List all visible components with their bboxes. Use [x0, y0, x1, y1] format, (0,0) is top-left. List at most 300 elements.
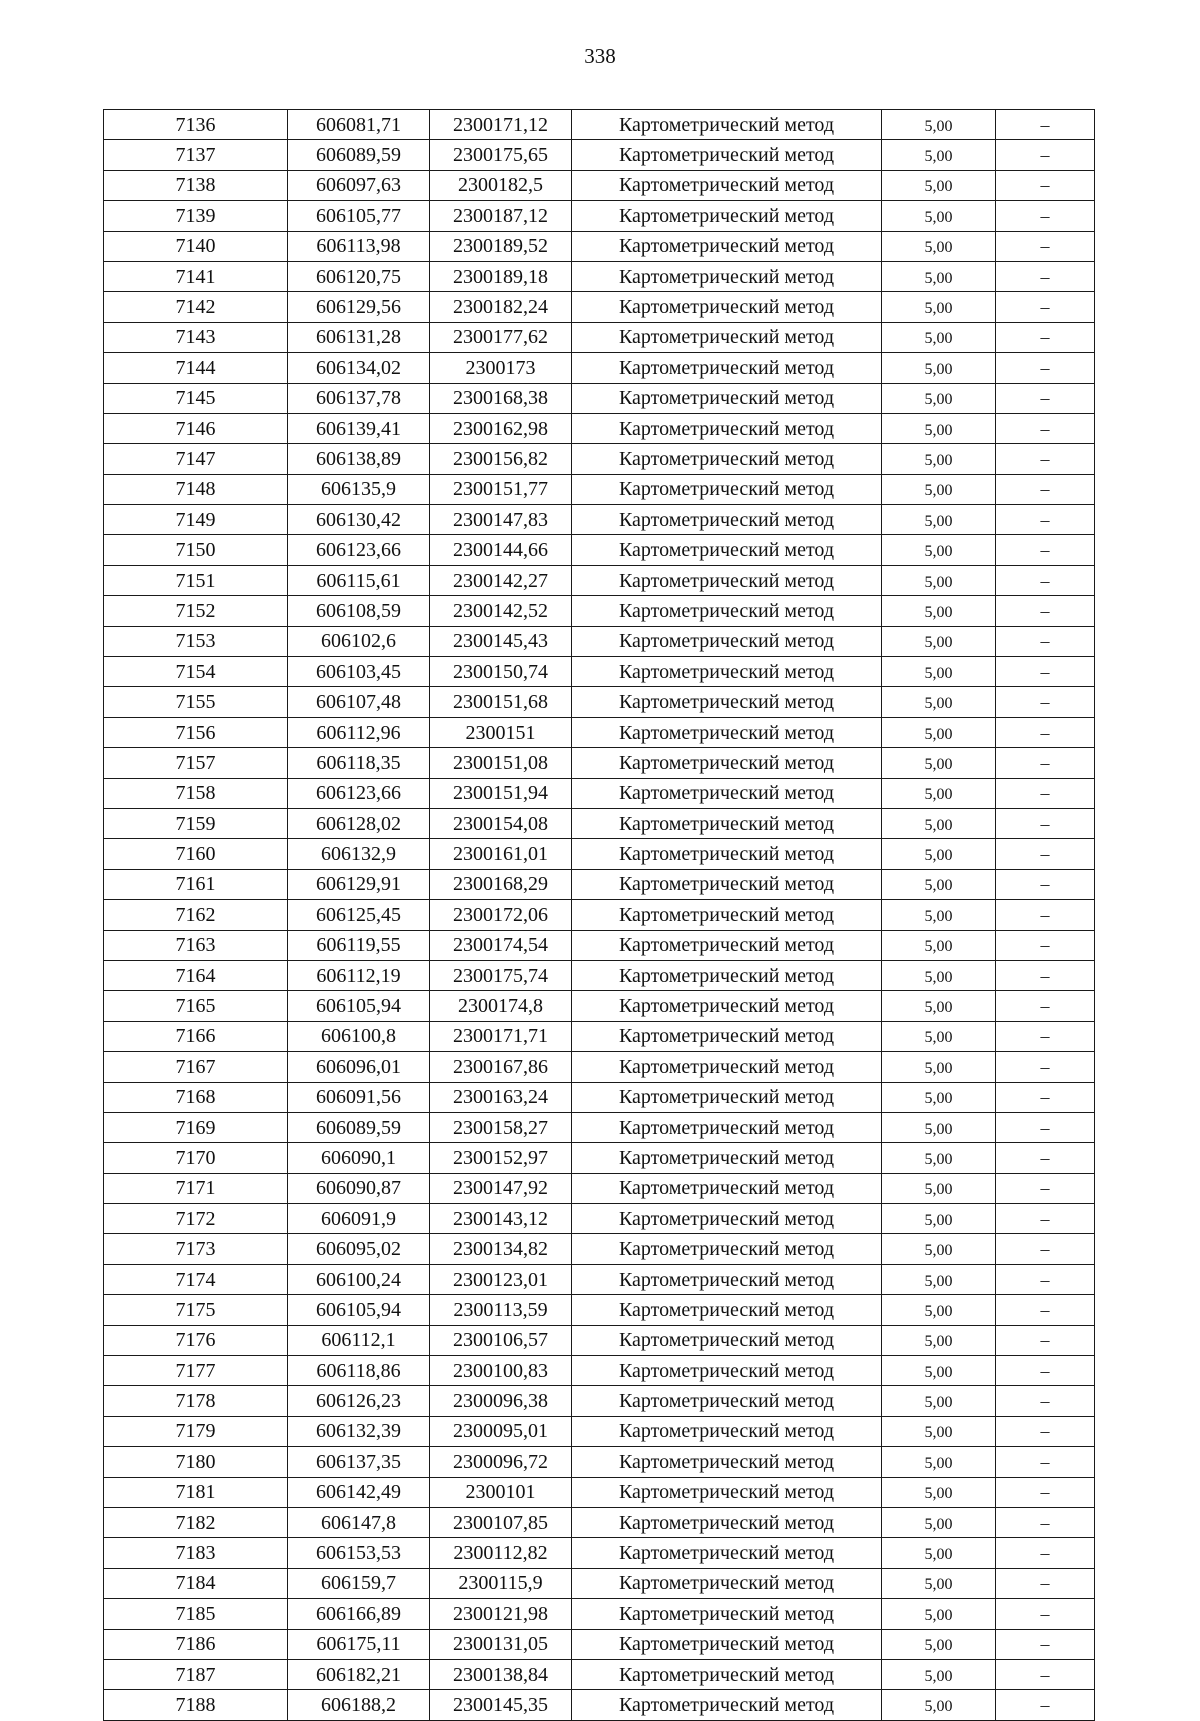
y-coordinate-cell: 2300158,27 [430, 1112, 572, 1142]
x-coordinate-cell: 606105,94 [288, 991, 430, 1021]
y-coordinate-cell: 2300101 [430, 1477, 572, 1507]
x-coordinate-cell: 606119,55 [288, 930, 430, 960]
x-coordinate-cell: 606166,89 [288, 1599, 430, 1629]
method-cell: Картометрический метод [572, 1143, 882, 1173]
y-coordinate-cell: 2300182,5 [430, 170, 572, 200]
point-number-cell: 7184 [104, 1568, 288, 1598]
y-coordinate-cell: 2300143,12 [430, 1204, 572, 1234]
table-row [104, 1659, 1095, 1689]
table-row [104, 474, 1095, 504]
note-cell: – [996, 960, 1095, 990]
table-row [104, 1112, 1095, 1142]
page-number: 338 [584, 44, 616, 68]
point-number-cell: 7180 [104, 1447, 288, 1477]
method-cell: Картометрический метод [572, 869, 882, 899]
y-coordinate-cell: 2300142,27 [430, 565, 572, 595]
x-coordinate-cell: 606142,49 [288, 1477, 430, 1507]
accuracy-cell: 5,00 [882, 1082, 996, 1112]
note-cell: – [996, 140, 1095, 170]
table-row [104, 170, 1095, 200]
point-number-cell: 7177 [104, 1356, 288, 1386]
accuracy-cell: 5,00 [882, 140, 996, 170]
y-coordinate-cell: 2300147,83 [430, 505, 572, 535]
y-coordinate-cell: 2300100,83 [430, 1356, 572, 1386]
point-number-cell: 7181 [104, 1477, 288, 1507]
method-cell: Картометрический метод [572, 292, 882, 322]
x-coordinate-cell: 606100,24 [288, 1264, 430, 1294]
table-row [104, 201, 1095, 231]
x-coordinate-cell: 606139,41 [288, 413, 430, 443]
point-number-cell: 7182 [104, 1507, 288, 1537]
note-cell: – [996, 231, 1095, 261]
table-row [104, 353, 1095, 383]
y-coordinate-cell: 2300173 [430, 353, 572, 383]
point-number-cell: 7178 [104, 1386, 288, 1416]
x-coordinate-cell: 606182,21 [288, 1659, 430, 1689]
accuracy-cell: 5,00 [882, 322, 996, 352]
y-coordinate-cell: 2300189,18 [430, 261, 572, 291]
x-coordinate-cell: 606129,91 [288, 869, 430, 899]
point-number-cell: 7155 [104, 687, 288, 717]
accuracy-cell: 5,00 [882, 1356, 996, 1386]
accuracy-cell: 5,00 [882, 565, 996, 595]
method-cell: Картометрический метод [572, 778, 882, 808]
note-cell: – [996, 1021, 1095, 1051]
method-cell: Картометрический метод [572, 261, 882, 291]
method-cell: Картометрический метод [572, 110, 882, 140]
x-coordinate-cell: 606131,28 [288, 322, 430, 352]
table-row [104, 1264, 1095, 1294]
y-coordinate-cell: 2300145,35 [430, 1690, 572, 1720]
point-number-cell: 7164 [104, 960, 288, 990]
method-cell: Картометрический метод [572, 717, 882, 747]
table-row [104, 322, 1095, 352]
table-row [104, 778, 1095, 808]
note-cell: – [996, 1356, 1095, 1386]
x-coordinate-cell: 606137,35 [288, 1447, 430, 1477]
note-cell: – [996, 1173, 1095, 1203]
x-coordinate-cell: 606153,53 [288, 1538, 430, 1568]
y-coordinate-cell: 2300171,12 [430, 110, 572, 140]
accuracy-cell: 5,00 [882, 201, 996, 231]
table-row [104, 1143, 1095, 1173]
note-cell: – [996, 1416, 1095, 1446]
table-row [104, 1629, 1095, 1659]
note-cell: – [996, 565, 1095, 595]
table-row [104, 626, 1095, 656]
method-cell: Картометрический метод [572, 1477, 882, 1507]
x-coordinate-cell: 606115,61 [288, 565, 430, 595]
accuracy-cell: 5,00 [882, 170, 996, 200]
point-number-cell: 7148 [104, 474, 288, 504]
note-cell: – [996, 1112, 1095, 1142]
accuracy-cell: 5,00 [882, 748, 996, 778]
note-cell: – [996, 1295, 1095, 1325]
note-cell: – [996, 657, 1095, 687]
x-coordinate-cell: 606129,56 [288, 292, 430, 322]
accuracy-cell: 5,00 [882, 626, 996, 656]
method-cell: Картометрический метод [572, 444, 882, 474]
method-cell: Картометрический метод [572, 505, 882, 535]
point-number-cell: 7188 [104, 1690, 288, 1720]
method-cell: Картометрический метод [572, 1082, 882, 1112]
method-cell: Картометрический метод [572, 1295, 882, 1325]
method-cell: Картометрический метод [572, 535, 882, 565]
method-cell: Картометрический метод [572, 808, 882, 838]
x-coordinate-cell: 606100,8 [288, 1021, 430, 1051]
accuracy-cell: 5,00 [882, 1173, 996, 1203]
table-row [104, 1416, 1095, 1446]
x-coordinate-cell: 606138,89 [288, 444, 430, 474]
accuracy-cell: 5,00 [882, 717, 996, 747]
point-number-cell: 7168 [104, 1082, 288, 1112]
y-coordinate-cell: 2300134,82 [430, 1234, 572, 1264]
accuracy-cell: 5,00 [882, 1538, 996, 1568]
y-coordinate-cell: 2300151,68 [430, 687, 572, 717]
table-row [104, 565, 1095, 595]
accuracy-cell: 5,00 [882, 1052, 996, 1082]
accuracy-cell: 5,00 [882, 960, 996, 990]
note-cell: – [996, 201, 1095, 231]
x-coordinate-cell: 606113,98 [288, 231, 430, 261]
y-coordinate-cell: 2300145,43 [430, 626, 572, 656]
y-coordinate-cell: 2300096,38 [430, 1386, 572, 1416]
method-cell: Картометрический метод [572, 1325, 882, 1355]
accuracy-cell: 5,00 [882, 1599, 996, 1629]
note-cell: – [996, 900, 1095, 930]
y-coordinate-cell: 2300162,98 [430, 413, 572, 443]
point-number-cell: 7143 [104, 322, 288, 352]
accuracy-cell: 5,00 [882, 1447, 996, 1477]
table-row [104, 839, 1095, 869]
table-row [104, 960, 1095, 990]
note-cell: – [996, 930, 1095, 960]
table-row [104, 1568, 1095, 1598]
x-coordinate-cell: 606089,59 [288, 1112, 430, 1142]
point-number-cell: 7167 [104, 1052, 288, 1082]
table-row [104, 413, 1095, 443]
accuracy-cell: 5,00 [882, 413, 996, 443]
table-row [104, 1021, 1095, 1051]
y-coordinate-cell: 2300150,74 [430, 657, 572, 687]
table-row [104, 1356, 1095, 1386]
point-number-cell: 7175 [104, 1295, 288, 1325]
y-coordinate-cell: 2300161,01 [430, 839, 572, 869]
point-number-cell: 7162 [104, 900, 288, 930]
table-row [104, 687, 1095, 717]
x-coordinate-cell: 606132,39 [288, 1416, 430, 1446]
note-cell: – [996, 687, 1095, 717]
y-coordinate-cell: 2300123,01 [430, 1264, 572, 1294]
method-cell: Картометрический метод [572, 748, 882, 778]
table-row [104, 231, 1095, 261]
y-coordinate-cell: 2300147,92 [430, 1173, 572, 1203]
method-cell: Картометрический метод [572, 322, 882, 352]
note-cell: – [996, 1538, 1095, 1568]
method-cell: Картометрический метод [572, 474, 882, 504]
accuracy-cell: 5,00 [882, 1264, 996, 1294]
table-row [104, 1477, 1095, 1507]
accuracy-cell: 5,00 [882, 930, 996, 960]
accuracy-cell: 5,00 [882, 1234, 996, 1264]
point-number-cell: 7187 [104, 1659, 288, 1689]
point-number-cell: 7139 [104, 201, 288, 231]
method-cell: Картометрический метод [572, 1234, 882, 1264]
table-row [104, 110, 1095, 140]
x-coordinate-cell: 606081,71 [288, 110, 430, 140]
note-cell: – [996, 1143, 1095, 1173]
note-cell: – [996, 353, 1095, 383]
accuracy-cell: 5,00 [882, 869, 996, 899]
point-number-cell: 7186 [104, 1629, 288, 1659]
x-coordinate-cell: 606130,42 [288, 505, 430, 535]
method-cell: Картометрический метод [572, 1538, 882, 1568]
note-cell: – [996, 1477, 1095, 1507]
method-cell: Картометрический метод [572, 231, 882, 261]
point-number-cell: 7140 [104, 231, 288, 261]
table-row [104, 869, 1095, 899]
table-row [104, 930, 1095, 960]
method-cell: Картометрический метод [572, 201, 882, 231]
table-row [104, 1507, 1095, 1537]
note-cell: – [996, 1204, 1095, 1234]
method-cell: Картометрический метод [572, 1690, 882, 1720]
table-row [104, 748, 1095, 778]
method-cell: Картометрический метод [572, 170, 882, 200]
y-coordinate-cell: 2300152,97 [430, 1143, 572, 1173]
point-number-cell: 7144 [104, 353, 288, 383]
method-cell: Картометрический метод [572, 1629, 882, 1659]
y-coordinate-cell: 2300112,82 [430, 1538, 572, 1568]
accuracy-cell: 5,00 [882, 474, 996, 504]
accuracy-cell: 5,00 [882, 505, 996, 535]
note-cell: – [996, 839, 1095, 869]
table-row [104, 991, 1095, 1021]
accuracy-cell: 5,00 [882, 991, 996, 1021]
accuracy-cell: 5,00 [882, 110, 996, 140]
note-cell: – [996, 748, 1095, 778]
method-cell: Картометрический метод [572, 1386, 882, 1416]
table-row [104, 1690, 1095, 1720]
x-coordinate-cell: 606175,11 [288, 1629, 430, 1659]
point-number-cell: 7147 [104, 444, 288, 474]
accuracy-cell: 5,00 [882, 839, 996, 869]
accuracy-cell: 5,00 [882, 657, 996, 687]
note-cell: – [996, 383, 1095, 413]
method-cell: Картометрический метод [572, 626, 882, 656]
point-number-cell: 7166 [104, 1021, 288, 1051]
y-coordinate-cell: 2300163,24 [430, 1082, 572, 1112]
note-cell: – [996, 444, 1095, 474]
x-coordinate-cell: 606108,59 [288, 596, 430, 626]
method-cell: Картометрический метод [572, 657, 882, 687]
method-cell: Картометрический метод [572, 1447, 882, 1477]
y-coordinate-cell: 2300189,52 [430, 231, 572, 261]
point-number-cell: 7142 [104, 292, 288, 322]
y-coordinate-cell: 2300168,29 [430, 869, 572, 899]
x-coordinate-cell: 606112,19 [288, 960, 430, 990]
y-coordinate-cell: 2300151,08 [430, 748, 572, 778]
method-cell: Картометрический метод [572, 1021, 882, 1051]
accuracy-cell: 5,00 [882, 1416, 996, 1446]
table-row [104, 1295, 1095, 1325]
note-cell: – [996, 1234, 1095, 1264]
y-coordinate-cell: 2300095,01 [430, 1416, 572, 1446]
point-number-cell: 7159 [104, 808, 288, 838]
note-cell: – [996, 1599, 1095, 1629]
y-coordinate-cell: 2300187,12 [430, 201, 572, 231]
table-row [104, 535, 1095, 565]
x-coordinate-cell: 606090,1 [288, 1143, 430, 1173]
x-coordinate-cell: 606112,1 [288, 1325, 430, 1355]
y-coordinate-cell: 2300131,05 [430, 1629, 572, 1659]
note-cell: – [996, 110, 1095, 140]
table-row [104, 1052, 1095, 1082]
note-cell: – [996, 1325, 1095, 1355]
point-number-cell: 7158 [104, 778, 288, 808]
point-number-cell: 7151 [104, 565, 288, 595]
table-row [104, 1599, 1095, 1629]
point-number-cell: 7174 [104, 1264, 288, 1294]
y-coordinate-cell: 2300168,38 [430, 383, 572, 413]
accuracy-cell: 5,00 [882, 687, 996, 717]
accuracy-cell: 5,00 [882, 261, 996, 291]
method-cell: Картометрический метод [572, 1659, 882, 1689]
accuracy-cell: 5,00 [882, 1507, 996, 1537]
point-number-cell: 7176 [104, 1325, 288, 1355]
y-coordinate-cell: 2300175,65 [430, 140, 572, 170]
note-cell: – [996, 1264, 1095, 1294]
point-number-cell: 7145 [104, 383, 288, 413]
point-number-cell: 7136 [104, 110, 288, 140]
accuracy-cell: 5,00 [882, 353, 996, 383]
point-number-cell: 7163 [104, 930, 288, 960]
y-coordinate-cell: 2300171,71 [430, 1021, 572, 1051]
point-number-cell: 7171 [104, 1173, 288, 1203]
x-coordinate-cell: 606118,35 [288, 748, 430, 778]
point-number-cell: 7149 [104, 505, 288, 535]
point-number-cell: 7179 [104, 1416, 288, 1446]
accuracy-cell: 5,00 [882, 292, 996, 322]
table-row [104, 900, 1095, 930]
y-coordinate-cell: 2300107,85 [430, 1507, 572, 1537]
x-coordinate-cell: 606128,02 [288, 808, 430, 838]
y-coordinate-cell: 2300151 [430, 717, 572, 747]
note-cell: – [996, 808, 1095, 838]
x-coordinate-cell: 606125,45 [288, 900, 430, 930]
method-cell: Картометрический метод [572, 413, 882, 443]
x-coordinate-cell: 606132,9 [288, 839, 430, 869]
method-cell: Картометрический метод [572, 565, 882, 595]
y-coordinate-cell: 2300138,84 [430, 1659, 572, 1689]
point-number-cell: 7138 [104, 170, 288, 200]
note-cell: – [996, 1386, 1095, 1416]
accuracy-cell: 5,00 [882, 1477, 996, 1507]
note-cell: – [996, 505, 1095, 535]
point-number-cell: 7153 [104, 626, 288, 656]
x-coordinate-cell: 606120,75 [288, 261, 430, 291]
note-cell: – [996, 1082, 1095, 1112]
note-cell: – [996, 1629, 1095, 1659]
method-cell: Картометрический метод [572, 1052, 882, 1082]
note-cell: – [996, 1052, 1095, 1082]
x-coordinate-cell: 606095,02 [288, 1234, 430, 1264]
x-coordinate-cell: 606090,87 [288, 1173, 430, 1203]
table-row [104, 657, 1095, 687]
note-cell: – [996, 1659, 1095, 1689]
method-cell: Картометрический метод [572, 687, 882, 717]
note-cell: – [996, 717, 1095, 747]
point-number-cell: 7169 [104, 1112, 288, 1142]
point-number-cell: 7152 [104, 596, 288, 626]
y-coordinate-cell: 2300172,06 [430, 900, 572, 930]
accuracy-cell: 5,00 [882, 535, 996, 565]
table-row [104, 444, 1095, 474]
y-coordinate-cell: 2300156,82 [430, 444, 572, 474]
x-coordinate-cell: 606091,9 [288, 1204, 430, 1234]
table-row [104, 1234, 1095, 1264]
point-number-cell: 7156 [104, 717, 288, 747]
x-coordinate-cell: 606097,63 [288, 170, 430, 200]
note-cell: – [996, 991, 1095, 1021]
method-cell: Картометрический метод [572, 839, 882, 869]
note-cell: – [996, 170, 1095, 200]
y-coordinate-cell: 2300115,9 [430, 1568, 572, 1598]
y-coordinate-cell: 2300174,54 [430, 930, 572, 960]
table-row [104, 1386, 1095, 1416]
table-row [104, 808, 1095, 838]
accuracy-cell: 5,00 [882, 1690, 996, 1720]
accuracy-cell: 5,00 [882, 1295, 996, 1325]
method-cell: Картометрический метод [572, 1599, 882, 1629]
note-cell: – [996, 626, 1095, 656]
table-row [104, 140, 1095, 170]
accuracy-cell: 5,00 [882, 444, 996, 474]
x-coordinate-cell: 606089,59 [288, 140, 430, 170]
method-cell: Картометрический метод [572, 383, 882, 413]
y-coordinate-cell: 2300151,94 [430, 778, 572, 808]
accuracy-cell: 5,00 [882, 1659, 996, 1689]
accuracy-cell: 5,00 [882, 1021, 996, 1051]
x-coordinate-cell: 606135,9 [288, 474, 430, 504]
x-coordinate-cell: 606126,23 [288, 1386, 430, 1416]
point-number-cell: 7170 [104, 1143, 288, 1173]
x-coordinate-cell: 606134,02 [288, 353, 430, 383]
accuracy-cell: 5,00 [882, 383, 996, 413]
method-cell: Картометрический метод [572, 1264, 882, 1294]
accuracy-cell: 5,00 [882, 778, 996, 808]
x-coordinate-cell: 606105,94 [288, 1295, 430, 1325]
table-row [104, 1082, 1095, 1112]
point-number-cell: 7141 [104, 261, 288, 291]
note-cell: – [996, 869, 1095, 899]
accuracy-cell: 5,00 [882, 1204, 996, 1234]
x-coordinate-cell: 606105,77 [288, 201, 430, 231]
x-coordinate-cell: 606112,96 [288, 717, 430, 747]
note-cell: – [996, 778, 1095, 808]
point-number-cell: 7185 [104, 1599, 288, 1629]
point-number-cell: 7173 [104, 1234, 288, 1264]
note-cell: – [996, 413, 1095, 443]
method-cell: Картометрический метод [572, 1568, 882, 1598]
point-number-cell: 7183 [104, 1538, 288, 1568]
method-cell: Картометрический метод [572, 1173, 882, 1203]
point-number-cell: 7137 [104, 140, 288, 170]
method-cell: Картометрический метод [572, 1204, 882, 1234]
method-cell: Картометрический метод [572, 1507, 882, 1537]
table-row [104, 1447, 1095, 1477]
y-coordinate-cell: 2300121,98 [430, 1599, 572, 1629]
